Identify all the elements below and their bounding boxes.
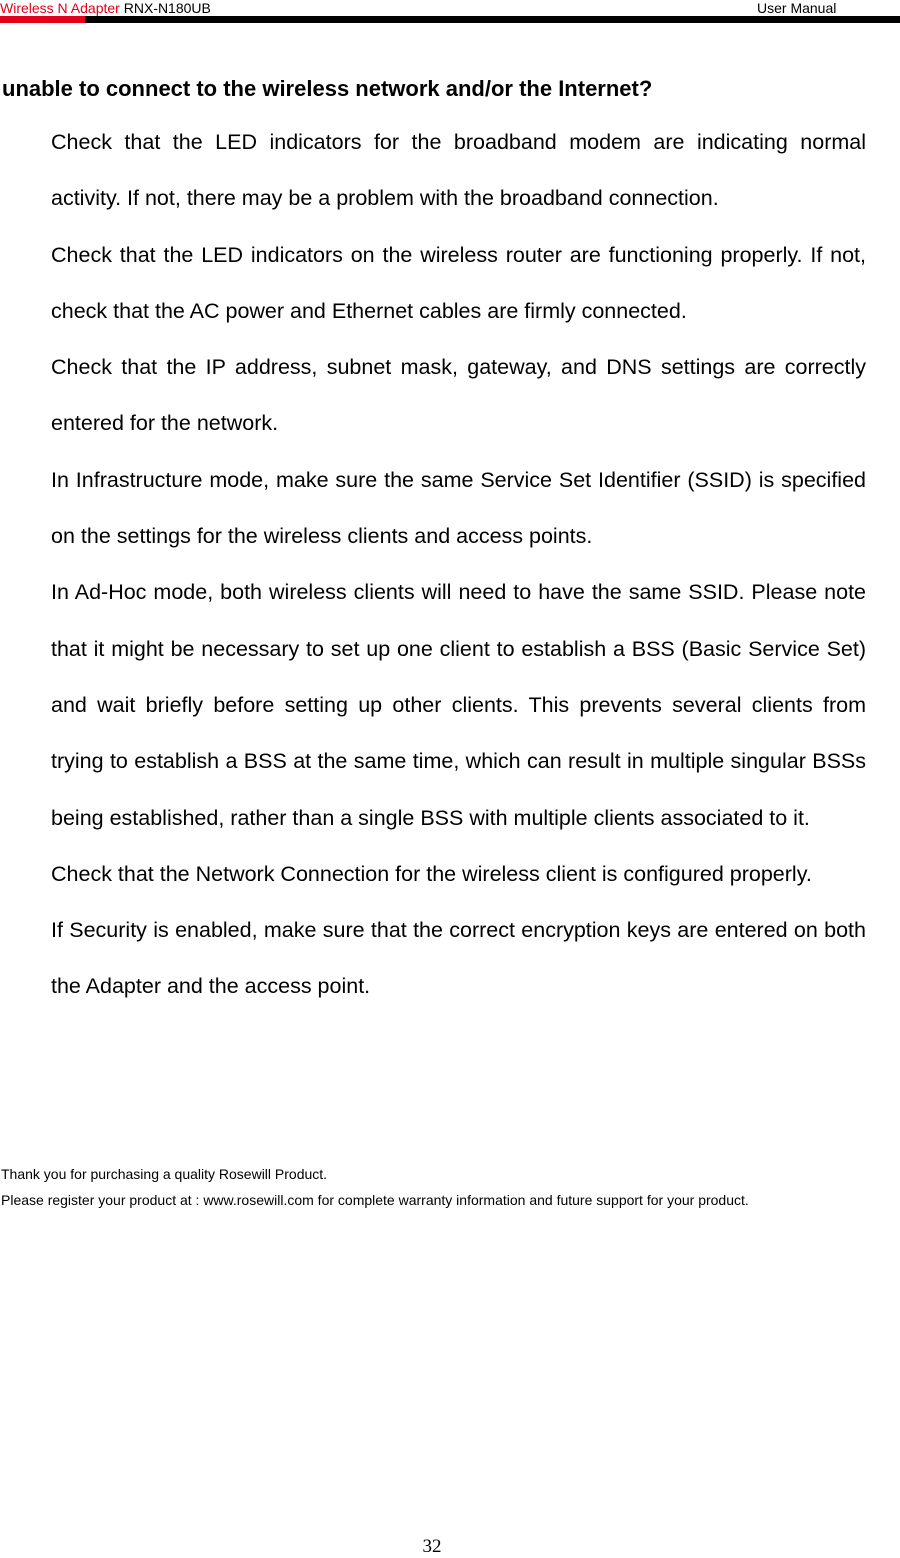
header-doc-type: User Manual [757, 0, 837, 16]
header-product [0, 0, 211, 16]
answer-item: Check that the LED indicators on the wireless router are functioning properly. If not, check that the AC power and Ethernet cables are firmly connected. [51, 242, 866, 323]
answer-item: In Ad-Hoc mode, both wireless clients will need to have the same SSID. Please note that it might be necessary to set up one client to establish a BSS (Basic Service Set) and wait briefly before setting up other clients. This prevents several clients from trying to establish a BSS at the same time, which can result in multiple singular BSSs being established, rather than a single BSS with multiple clients associated to it. [51, 580, 866, 830]
answer-item: In Infrastructure mode, make sure the same Service Set Identifier (SSID) is specified on the settings for the wireless clients and access points. [51, 467, 866, 549]
troubleshooting-answers [51, 114, 866, 1015]
header-brand: Wireless N Adapter [0, 0, 120, 16]
answer-item: Check that the Network Connection for the wireless client is configured properly. [51, 861, 812, 886]
answer-item: If Security is enabled, make sure that the correct encryption keys are entered on both the Adapter and the access point. [51, 918, 866, 999]
footer-register: Please register your product at : www.rosewill.com for complete warranty information and future support for your product. [1, 1192, 749, 1208]
header-rule-accent [0, 16, 85, 23]
page-header [0, 0, 900, 24]
header-model: RNX-N180UB [123, 0, 211, 16]
answer-item: Check that the LED indicators for the broadband modem are indicating normal activity. If not, there may be a problem with the broadband connection. [51, 130, 866, 211]
footer-thanks: Thank you for purchasing a quality Rosewill Product. [1, 1166, 328, 1182]
page-number: 32 [422, 1536, 442, 1557]
answer-item: Check that the IP address, subnet mask, gateway, and DNS settings are correctly entered for the network. [51, 355, 866, 436]
troubleshooting-question: unable to connect to the wireless network and/or the Internet? [2, 76, 653, 101]
header-rule [85, 16, 900, 23]
footer-notes [1, 1161, 841, 1213]
